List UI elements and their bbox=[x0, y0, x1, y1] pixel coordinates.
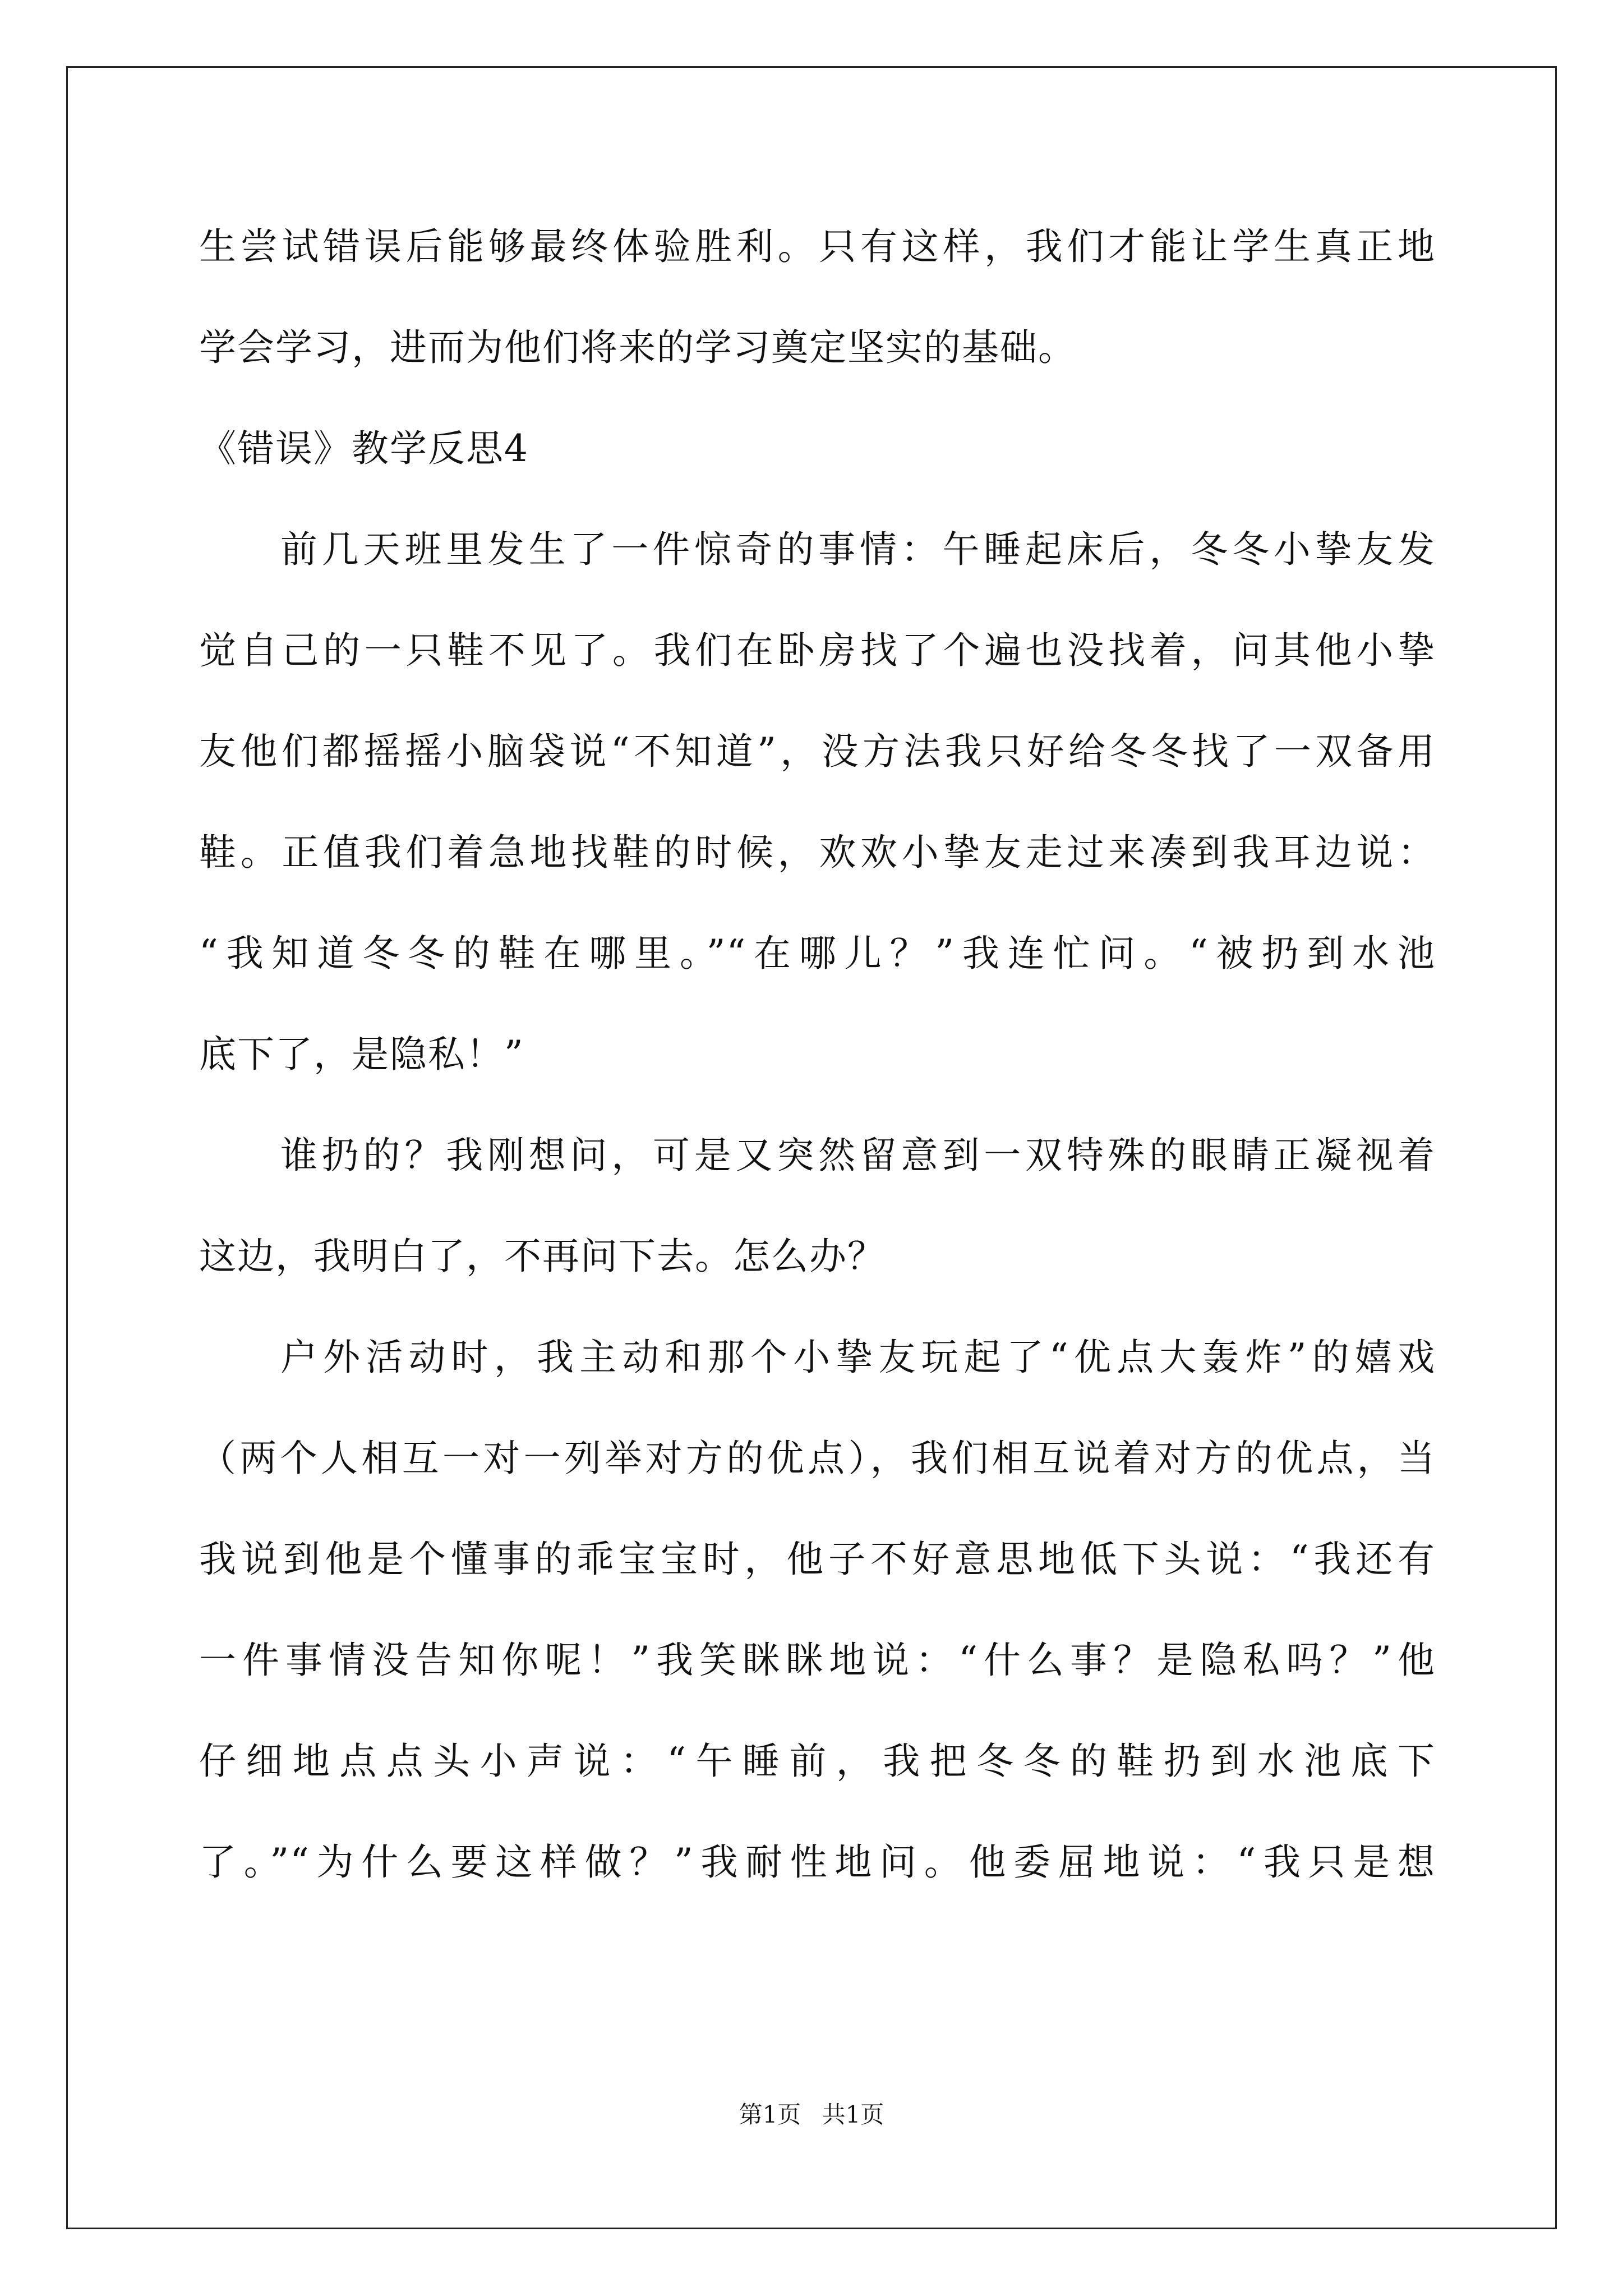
text-line: 我说到他是个懂事的乖宝宝时，他子不好意思地低下头说：“我还有 bbox=[199, 1538, 1436, 1581]
text-line: （两个人相互一对一列举对方的优点），我们相互说着对方的优点，当 bbox=[199, 1437, 1436, 1480]
paragraph-first-line: 户外活动时，我主动和那个小挚友玩起了“优点大轰炸”的嬉戏 bbox=[280, 1336, 1436, 1379]
text-line: 学会学习，进而为他们将来的学习奠定坚实的基础。 bbox=[199, 326, 1076, 369]
text-line: 觉自己的一只鞋不见了。我们在卧房找了个遍也没找着，问其他小挚 bbox=[199, 629, 1436, 672]
page-number-total: 共1页 bbox=[822, 2101, 884, 2128]
section-heading: 《错误》教学反思4 bbox=[199, 427, 529, 470]
text-line: 底下了，是隐私！” bbox=[199, 1033, 524, 1076]
text-line: 一件事情没告知你呢！”我笑眯眯地说：“什么事？是隐私吗？”他 bbox=[199, 1639, 1436, 1682]
paragraph-first-line: 前几天班里发生了一件惊奇的事情：午睡起床后，冬冬小挚友发 bbox=[280, 528, 1436, 571]
text-line: 友他们都摇摇小脑袋说“不知道”，没方法我只好给冬冬找了一双备用 bbox=[199, 730, 1436, 773]
page-footer bbox=[0, 2098, 1623, 2132]
text-line: 仔细地点点头小声说：“午睡前，我把冬冬的鞋扔到水池底下 bbox=[199, 1740, 1436, 1783]
text-line: 这边，我明白了，不再问下去。怎么办？ bbox=[199, 1235, 886, 1278]
text-line: 鞋。正值我们着急地找鞋的时候，欢欢小挚友走过来凑到我耳边说： bbox=[199, 831, 1436, 874]
text-line: 生尝试错误后能够最终体验胜利。只有这样，我们才能让学生真正地 bbox=[199, 225, 1436, 268]
text-line: 了。”“为什么要这样做？”我耐性地问。他委屈地说：“我只是想 bbox=[199, 1841, 1436, 1884]
paragraph-first-line: 谁扔的？我刚想问，可是又突然留意到一双特殊的眼睛正凝视着 bbox=[280, 1134, 1436, 1177]
text-line: “我知道冬冬的鞋在哪里。”“在哪儿？”我连忙问。“被扔到水池 bbox=[199, 932, 1436, 975]
page-number-current: 第1页 bbox=[739, 2101, 801, 2128]
